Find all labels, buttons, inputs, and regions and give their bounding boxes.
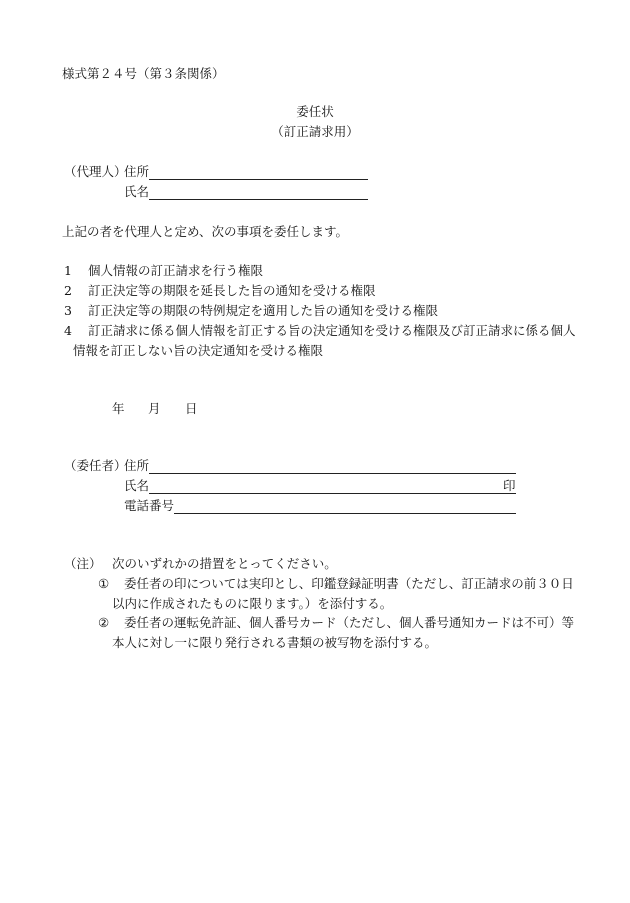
- agent-role-label: （代理人）: [64, 164, 127, 179]
- note-mark: ①: [98, 576, 110, 591]
- list-item-number: 1: [64, 263, 72, 278]
- principal-role-label: （委任者）: [64, 458, 127, 473]
- list-item-number: 4: [64, 323, 72, 338]
- list-item-number: 2: [64, 283, 72, 298]
- principal-address-label: 住所: [124, 458, 150, 473]
- notes-label: （注）: [64, 556, 102, 571]
- note-text-continuation: 以内に作成されたものに限ります。）を添付する。: [112, 596, 393, 611]
- date-year-label: 年: [112, 401, 125, 416]
- date-day-label: 日: [185, 401, 198, 416]
- list-item-number: 3: [64, 303, 72, 318]
- principal-name-field[interactable]: [149, 493, 516, 494]
- note-text: 委任者の運転免許証、個人番号カード（ただし、個人番号通知カードは不可）等: [124, 615, 575, 630]
- document-title: 委任状: [296, 104, 334, 119]
- form-number: 様式第２４号（第３条関係）: [62, 66, 225, 81]
- list-item: 訂正請求に係る個人情報を訂正する旨の決定通知を受ける権限及び訂正請求に係る個人: [88, 323, 576, 338]
- list-item: 訂正決定等の期限の特例規定を適用した旨の通知を受ける権限: [88, 303, 439, 318]
- note-mark: ②: [98, 615, 110, 630]
- agent-address-field[interactable]: [149, 179, 368, 180]
- agent-name-field[interactable]: [149, 199, 368, 200]
- principal-phone-label: 電話番号: [124, 498, 175, 513]
- principal-name-label: 氏名: [124, 478, 150, 493]
- date-month-label: 月: [148, 401, 161, 416]
- list-item: 訂正決定等の期限を延長した旨の通知を受ける権限: [88, 283, 376, 298]
- intro-text: 上記の者を代理人と定め、次の事項を委任します。: [62, 224, 349, 239]
- seal-label: 印: [503, 478, 516, 493]
- note-text: 委任者の印については実印とし、印鑑登録証明書（ただし、訂正請求の前３０日: [124, 576, 574, 591]
- note-text-continuation: 本人に対し一に限り発行される書類の被写物を添付する。: [112, 635, 438, 650]
- notes-intro: 次のいずれかの措置をとってください。: [112, 556, 337, 571]
- agent-address-label: 住所: [124, 164, 150, 179]
- list-item: 個人情報の訂正請求を行う権限: [88, 263, 264, 278]
- principal-address-field[interactable]: [149, 473, 516, 474]
- agent-name-label: 氏名: [124, 184, 150, 199]
- principal-phone-field[interactable]: [174, 513, 516, 514]
- document-subtitle: （訂正請求用）: [271, 124, 359, 139]
- list-item-continuation: 情報を訂正しない旨の決定通知を受ける権限: [73, 343, 324, 358]
